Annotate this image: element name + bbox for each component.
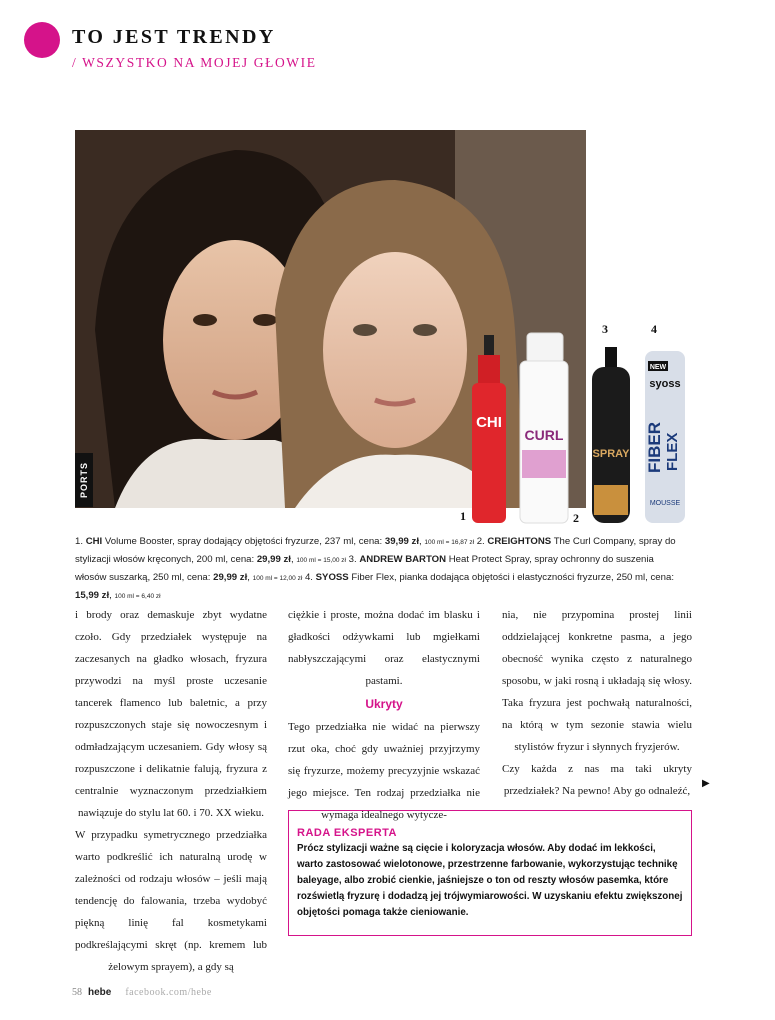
article-paragraph: ciężkie i proste, można dodać im blasku i gładkości odżywkami lub mgiełkami nabłyszczającymi oraz elastycznymi pastami. [288, 609, 480, 687]
article-paragraph: W przypadku symetrycznego przedziałka warto podkreślić ich naturalną urodę w zależności od rodzaju włosów – jeśli mają tendencję do falowania, trzeba wydobyć piękną linię fal kosmetykami podkreślającymi skręt (np. kremem lub żelowym sprayem), a gdy są [75, 829, 267, 973]
accent-dot [24, 22, 60, 58]
product-syoss-fiber: FIBER [645, 422, 664, 473]
product-caption [75, 533, 680, 605]
continue-arrow-icon: ▶ [702, 778, 710, 789]
expert-tip-title: RADA EKSPERTA [297, 827, 398, 839]
product-curl [520, 333, 568, 523]
article-paragraph: nia, nie przypomina prostej linii oddzielającej konkretne pasma, a jego obecność wynika często z naturalnego sposobu, w jaki rosną i układają się włosy. Taka fryzura jest pochwałą naturalności, na którą w tym sezonie stawia wielu stylistów fryzur i słynnych fryzjerów. [502, 609, 692, 753]
caption-item-2: 2. CREIGHTONS The Curl Company, spray do stylizacji włosów kręconych, 200 ml, cena: 29,99 zł, 100 ml = 15,00 zł [75, 536, 676, 565]
product-number-2: 2 [573, 511, 579, 525]
product-chi-label: CHI [476, 414, 502, 431]
expert-tip-text: Prócz stylizacji ważne są cięcie i koloryzacja włosów. Aby dodać im lekkości, warto zastosować wielotonowe, przestrzenne farbowanie, wykorzystując technikę baleyage, albo zrobić cienkie, jaśniejsze o ton od reszty włosów pasemka, które rozświetlą fryzurę i dodadzą jej trójwymiarowości. W uzyskaniu efektu zwiększonej objętości pomaga także cieniowanie. [297, 843, 683, 918]
caption-item-4: 4. SYOSS Fiber Flex, pianka dodająca objętości i elastyczności fryzurze, 250 ml, cena: 15,99 zł, 100 ml = 6,40 zł [75, 572, 674, 601]
product-curl-label: CURL [524, 427, 564, 443]
product-number-4: 4 [651, 322, 657, 336]
page-subtitle: / WSZYSTKO NA MOJEJ GŁOWIE [72, 55, 317, 70]
article-paragraph: Tego przedziałka nie widać na pierwszy rzut oka, choć gdy uważniej przyjrzymy się fryzurze, możemy precyzyjnie wskazać jego miejsce. Ten rodzaj przedziałka nie wymaga idealnego wytycze- [288, 721, 480, 821]
article-paragraph: Czy każda z nas ma taki ukryty przedziałek? Na pewno! Aby go odnaleźć, [502, 763, 692, 797]
footer-brand: hebe [88, 987, 112, 998]
product-syoss-mousse: MOUSSE [649, 500, 681, 507]
product-syoss-badge: NEW [649, 364, 667, 371]
product-spray [592, 347, 630, 523]
product-syoss-flex: FLEX [664, 432, 681, 471]
page-title: TO JEST TRENDY [72, 26, 276, 48]
product-spray-label: SPRAY [592, 448, 630, 460]
page-footer [72, 987, 212, 998]
article-column-2 [288, 604, 480, 826]
photo-credit: PORTS [75, 453, 93, 507]
article-column-3 [502, 604, 692, 802]
article-paragraph: i brody oraz demaskuje zbyt wydatne czoło. Gdy przedziałek występuje na zaczesanych na gładko włosach, fryzura przywodzi na myśl proste uczesanie tancerek flamenco lub baletnic, a przy rozpuszczonych staje się nowoczesnym i odmładzającym uczesaniem. Gdy włosy są rozpuszczone i delikatnie falują, fryzura z centralnie wyznaczonym przedziałkiem nawiązuje do stylu lat 60. i 70. XX wieku. [75, 609, 267, 819]
expert-tip-box [288, 810, 692, 936]
page-number: 58 [72, 987, 82, 998]
caption-item-1: 1. CHI Volume Booster, spray dodający objętości fryzurze, 237 ml, cena: 39,99 zł, 100 ml = 16,87 zł [75, 536, 475, 547]
caption-item-3: 3. ANDREW BARTON Heat Protect Spray, spray ochronny do suszenia włosów suszarką, 250 ml, cena: 29,99 zł, 100 ml = 12,00 zł [75, 554, 654, 583]
product-syoss [645, 351, 685, 523]
section-heading: Ukryty [365, 697, 403, 711]
face-right [323, 252, 467, 448]
footer-link[interactable]: facebook.com/hebe [125, 987, 212, 998]
product-syoss-brand: syoss [649, 378, 681, 390]
products-illustration [462, 325, 692, 530]
product-number-1: 1 [460, 509, 466, 523]
product-number-3: 3 [602, 322, 608, 336]
article-column-1 [75, 604, 267, 978]
product-chi [472, 335, 506, 523]
